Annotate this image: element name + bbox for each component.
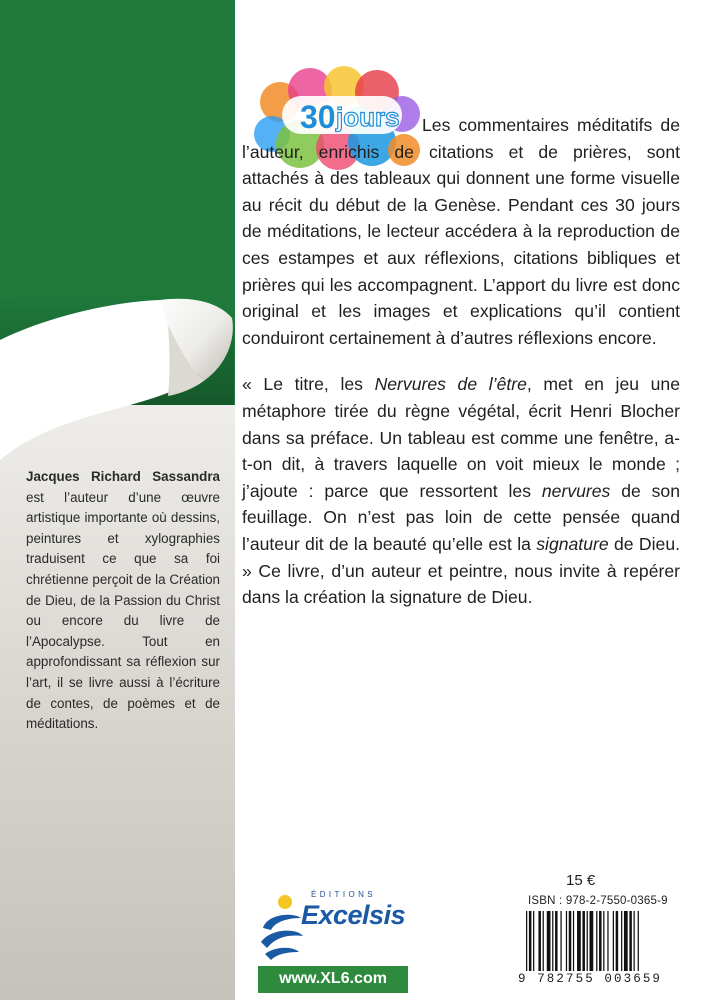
author-bio-text: est l’auteur d’une œuvre artistique importante où dessins, peintures et xylographies traduisent ce que sa foi chrétienne perçoit de la Création de Dieu, de la Passion du Christ ou encore du livre de l’Apocalypse. Tout en approfondissant sa réflexion sur l’art, il se livre aussi à l’écriture de contes, de poèmes et de méditations.: [26, 489, 220, 732]
italic-signature: signature: [536, 533, 609, 554]
publisher-name: Excelsis: [301, 900, 406, 930]
author-name: Jacques Richard Sassandra: [26, 469, 220, 484]
badge-number: 30: [300, 99, 336, 135]
paragraph-1: Les commentaires méditatifs de l’auteur, enrichis de citations et de prières, sont attachés à des tableaux qui donnent une forme visuelle au récit du début de la Genèse. Pendant ces 30 jours de méditations, le lecteur accédera à la reproduction de ces estampes et aux réflexions, citations bibliques et prières qui les accompagnent. L’apport du livre est donc original et les images et explications qu’il contient conduiront certainement à d’autres réflexions encore.: [242, 115, 680, 348]
quote-paragraph: « Le titre, les Nervures de l’être, met en jeu une métaphore tirée du règne végétal, écrit Henri Blocher dans sa préface. Un tableau est comme une fenêtre, a-t-on dit, à travers laquelle on voit mieux le monde ; j’ajoute : parce que ressortent les nervures de son feuillage. On n’est pas loin de cette pensée quand l’auteur dit de la beauté qu’elle est la signature de Dieu. » Ce livre, d’un auteur et peintre, nous invite à repérer dans la création la signature de Dieu.: [242, 374, 680, 608]
excelsis-swirl-icon: [257, 894, 307, 964]
isbn: ISBN : 978-2-7550-0365-9: [528, 895, 668, 907]
author-bio: [26, 467, 220, 735]
website-bar: [258, 966, 408, 993]
italic-nervures: nervures: [541, 480, 611, 501]
price: 15 €: [566, 872, 596, 889]
page-curl-illustration: [0, 0, 240, 470]
website-url[interactable]: www.XL6.com: [279, 970, 387, 987]
barcode-digits: 9 782755 003659: [518, 972, 663, 986]
barcode: [524, 911, 684, 971]
badge-word: jours: [336, 102, 400, 132]
main-text: [242, 112, 680, 611]
italic-title: Nervures de l’être: [374, 374, 527, 395]
publisher-editions-label: ÉDITIONS: [311, 890, 376, 899]
